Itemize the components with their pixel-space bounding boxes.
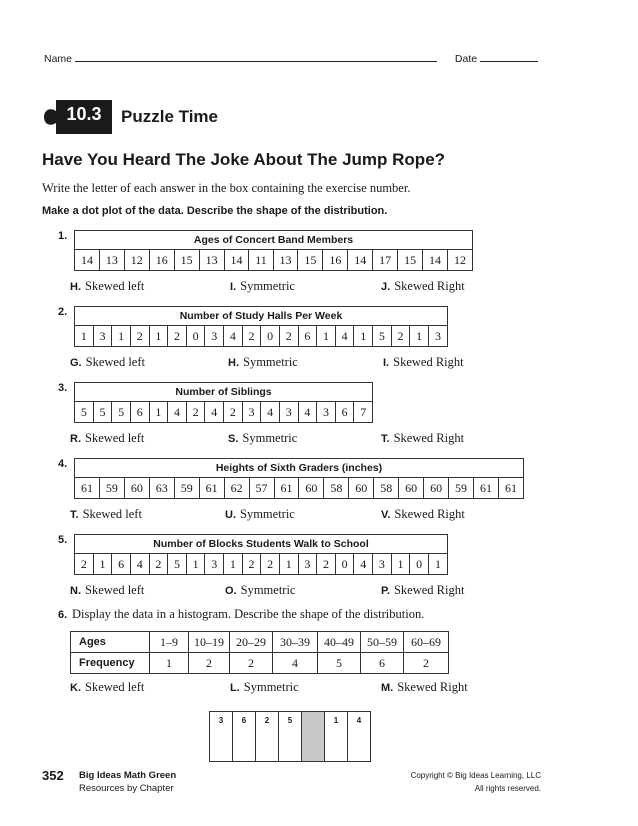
option-v[interactable]: V. Skewed Right bbox=[381, 507, 465, 521]
answer-box[interactable]: 3 bbox=[210, 712, 233, 762]
data-value-cell: 14 bbox=[348, 250, 373, 271]
copyright-line: Copyright © Big Ideas Learning, LLC bbox=[410, 771, 541, 780]
option-r[interactable]: R. Skewed left bbox=[70, 431, 145, 445]
frequency-cell: 2 bbox=[189, 653, 230, 674]
data-value-cell: 16 bbox=[323, 250, 348, 271]
page-number: 352 bbox=[42, 768, 64, 783]
data-value-cell: 2 bbox=[242, 326, 261, 347]
data-value-cell: 6 bbox=[335, 402, 354, 423]
name-label: Name bbox=[44, 53, 73, 65]
data-value-cell: 1 bbox=[186, 554, 205, 575]
data-value-cell: 5 bbox=[373, 326, 392, 347]
data-value-cell: 59 bbox=[99, 478, 124, 499]
option-u[interactable]: U. Symmetric bbox=[225, 507, 295, 521]
data-value-cell: 1 bbox=[112, 326, 131, 347]
option-h[interactable]: H. Skewed left bbox=[70, 279, 145, 293]
frequency-label: Frequency bbox=[71, 653, 150, 674]
frequency-cell: 2 bbox=[404, 653, 449, 674]
data-value-cell: 1 bbox=[317, 326, 336, 347]
data-value-cell: 16 bbox=[149, 250, 174, 271]
data-value-cell: 0 bbox=[410, 554, 429, 575]
section-title: Puzzle Time bbox=[121, 107, 218, 126]
data-value-cell: 5 bbox=[168, 554, 187, 575]
answer-box[interactable]: 6 bbox=[233, 712, 256, 762]
data-value-cell: 14 bbox=[423, 250, 448, 271]
data-value-cell: 0 bbox=[261, 326, 280, 347]
answer-boxes bbox=[209, 711, 371, 762]
data-value-cell: 60 bbox=[124, 478, 149, 499]
data-value-cell: 59 bbox=[174, 478, 199, 499]
book-title: Big Ideas Math Green bbox=[79, 770, 177, 781]
data-value-cell: 61 bbox=[498, 478, 523, 499]
data-value-cell: 6 bbox=[298, 326, 317, 347]
data-value-cell: 2 bbox=[224, 402, 243, 423]
data-value-cell: 61 bbox=[274, 478, 299, 499]
ages-label: Ages bbox=[71, 632, 150, 653]
data-value-cell: 6 bbox=[130, 402, 149, 423]
data-value-cell: 58 bbox=[374, 478, 399, 499]
data-value-cell: 3 bbox=[242, 402, 261, 423]
data-value-cell: 4 bbox=[335, 326, 354, 347]
instruction: Write the letter of each answer in the box containing the exercise number. bbox=[42, 181, 411, 195]
date-label: Date bbox=[454, 53, 478, 65]
exercise-number: 6. bbox=[58, 609, 68, 621]
option-n[interactable]: N. Skewed left bbox=[70, 583, 145, 597]
data-value-cell: 4 bbox=[168, 402, 187, 423]
book-subtitle: Resources by Chapter bbox=[79, 783, 174, 794]
age-range-cell: 30–39 bbox=[273, 632, 318, 653]
section-number: 10.3 bbox=[66, 104, 102, 124]
data-value-cell: 7 bbox=[354, 402, 373, 423]
rights-line: All rights reserved. bbox=[474, 784, 541, 793]
frequency-cell: 5 bbox=[318, 653, 361, 674]
table-title: Ages of Concert Band Members bbox=[75, 231, 473, 250]
data-value-cell: 5 bbox=[93, 402, 112, 423]
data-value-cell: 4 bbox=[130, 554, 149, 575]
data-value-cell: 13 bbox=[99, 250, 124, 271]
data-value-cell: 3 bbox=[93, 326, 112, 347]
data-value-cell: 60 bbox=[299, 478, 324, 499]
data-value-cell: 2 bbox=[391, 326, 410, 347]
data-value-cell: 2 bbox=[149, 554, 168, 575]
age-range-cell: 60–69 bbox=[404, 632, 449, 653]
date-field[interactable] bbox=[455, 52, 538, 65]
data-value-cell: 15 bbox=[174, 250, 199, 271]
answer-box[interactable]: 1 bbox=[325, 712, 348, 762]
data-value-cell: 2 bbox=[279, 326, 298, 347]
name-field[interactable] bbox=[44, 52, 437, 65]
data-table bbox=[74, 534, 448, 575]
option-k[interactable]: K. Skewed left bbox=[70, 680, 145, 694]
data-value-cell: 1 bbox=[391, 554, 410, 575]
data-value-cell: 4 bbox=[261, 402, 280, 423]
book-info bbox=[79, 769, 176, 795]
data-value-cell: 3 bbox=[205, 326, 224, 347]
data-value-cell: 61 bbox=[474, 478, 499, 499]
answer-box[interactable]: 5 bbox=[279, 712, 302, 762]
exercise-number: 2. bbox=[58, 306, 68, 318]
data-value-cell: 4 bbox=[205, 402, 224, 423]
exercise-number: 3. bbox=[58, 382, 68, 394]
option-h[interactable]: H. Symmetric bbox=[228, 355, 298, 369]
table-title: Number of Study Halls Per Week bbox=[75, 307, 448, 326]
data-value-cell: 14 bbox=[224, 250, 249, 271]
option-t[interactable]: T. Skewed Right bbox=[381, 431, 465, 445]
table-title: Number of Blocks Students Walk to School bbox=[75, 535, 448, 554]
data-value-cell: 11 bbox=[249, 250, 273, 271]
option-i[interactable]: I. Symmetric bbox=[230, 279, 295, 293]
data-value-cell: 2 bbox=[317, 554, 336, 575]
data-value-cell: 4 bbox=[224, 326, 243, 347]
age-range-cell: 1–9 bbox=[150, 632, 189, 653]
data-value-cell: 2 bbox=[261, 554, 280, 575]
data-value-cell: 59 bbox=[449, 478, 474, 499]
data-value-cell: 2 bbox=[168, 326, 187, 347]
data-value-cell: 3 bbox=[205, 554, 224, 575]
joke-title: Have You Heard The Joke About The Jump Rope? bbox=[42, 150, 446, 169]
option-i[interactable]: I. Skewed Right bbox=[383, 355, 464, 369]
age-range-cell: 50–59 bbox=[361, 632, 404, 653]
answer-box[interactable] bbox=[302, 712, 325, 762]
answer-box[interactable]: 2 bbox=[256, 712, 279, 762]
data-value-cell: 14 bbox=[75, 250, 100, 271]
data-value-cell: 1 bbox=[75, 326, 94, 347]
data-table bbox=[74, 306, 448, 347]
data-value-cell: 6 bbox=[112, 554, 131, 575]
data-value-cell: 17 bbox=[373, 250, 398, 271]
copyright bbox=[360, 769, 541, 795]
data-value-cell: 1 bbox=[93, 554, 112, 575]
table-title: Number of Siblings bbox=[75, 383, 373, 402]
data-value-cell: 57 bbox=[249, 478, 274, 499]
frequency-cell: 4 bbox=[273, 653, 318, 674]
frequency-cell: 1 bbox=[150, 653, 189, 674]
data-value-cell: 61 bbox=[199, 478, 224, 499]
data-value-cell: 13 bbox=[273, 250, 298, 271]
data-value-cell: 0 bbox=[335, 554, 354, 575]
option-m[interactable]: M. Skewed Right bbox=[381, 680, 468, 694]
data-value-cell: 3 bbox=[428, 326, 447, 347]
exercise-number: 5. bbox=[58, 534, 68, 546]
data-value-cell: 0 bbox=[186, 326, 205, 347]
data-value-cell: 2 bbox=[130, 326, 149, 347]
frequency-cell: 6 bbox=[361, 653, 404, 674]
data-value-cell: 2 bbox=[75, 554, 94, 575]
data-value-cell: 3 bbox=[317, 402, 336, 423]
data-value-cell: 58 bbox=[324, 478, 349, 499]
data-value-cell: 15 bbox=[398, 250, 423, 271]
option-t[interactable]: T. Skewed left bbox=[70, 507, 142, 521]
age-range-cell: 10–19 bbox=[189, 632, 230, 653]
histogram-instruction: Display the data in a histogram. Describe the shape of the distribution. bbox=[72, 607, 425, 621]
data-value-cell: 60 bbox=[424, 478, 449, 499]
frequency-cell: 2 bbox=[230, 653, 273, 674]
data-table bbox=[74, 230, 473, 271]
data-value-cell: 5 bbox=[75, 402, 94, 423]
age-range-cell: 40–49 bbox=[318, 632, 361, 653]
option-s[interactable]: S. Symmetric bbox=[228, 431, 298, 445]
age-range-cell: 20–29 bbox=[230, 632, 273, 653]
data-table bbox=[74, 382, 373, 423]
table-title: Heights of Sixth Graders (inches) bbox=[75, 459, 524, 478]
data-value-cell: 1 bbox=[354, 326, 373, 347]
sub-instruction: Make a dot plot of the data. Describe the shape of the distribution. bbox=[42, 205, 388, 217]
data-value-cell: 60 bbox=[349, 478, 374, 499]
histogram-table bbox=[70, 631, 449, 674]
data-value-cell: 1 bbox=[224, 554, 243, 575]
data-value-cell: 61 bbox=[75, 478, 100, 499]
answer-box[interactable]: 4 bbox=[348, 712, 371, 762]
data-value-cell: 3 bbox=[279, 402, 298, 423]
data-value-cell: 4 bbox=[354, 554, 373, 575]
exercise-number: 1. bbox=[58, 230, 68, 242]
option-o[interactable]: O. Symmetric bbox=[225, 583, 296, 597]
data-value-cell: 60 bbox=[399, 478, 424, 499]
option-p[interactable]: P. Skewed Right bbox=[381, 583, 465, 597]
data-value-cell: 1 bbox=[410, 326, 429, 347]
data-value-cell: 2 bbox=[242, 554, 261, 575]
exercise-number: 4. bbox=[58, 458, 68, 470]
data-value-cell: 12 bbox=[447, 250, 472, 271]
data-value-cell: 3 bbox=[373, 554, 392, 575]
data-value-cell: 1 bbox=[149, 402, 168, 423]
data-value-cell: 12 bbox=[124, 250, 149, 271]
data-value-cell: 1 bbox=[149, 326, 168, 347]
data-value-cell: 15 bbox=[298, 250, 323, 271]
data-value-cell: 1 bbox=[279, 554, 298, 575]
data-table bbox=[74, 458, 524, 499]
data-value-cell: 5 bbox=[112, 402, 131, 423]
data-value-cell: 3 bbox=[298, 554, 317, 575]
name-date-row bbox=[44, 52, 538, 65]
data-value-cell: 2 bbox=[186, 402, 205, 423]
option-g[interactable]: G. Skewed left bbox=[70, 355, 145, 369]
data-value-cell: 1 bbox=[428, 554, 447, 575]
data-value-cell: 13 bbox=[199, 250, 224, 271]
data-value-cell: 62 bbox=[224, 478, 249, 499]
option-j[interactable]: J. Skewed Right bbox=[381, 279, 465, 293]
data-value-cell: 4 bbox=[298, 402, 317, 423]
option-l[interactable]: L. Symmetric bbox=[230, 680, 299, 694]
data-value-cell: 63 bbox=[149, 478, 174, 499]
